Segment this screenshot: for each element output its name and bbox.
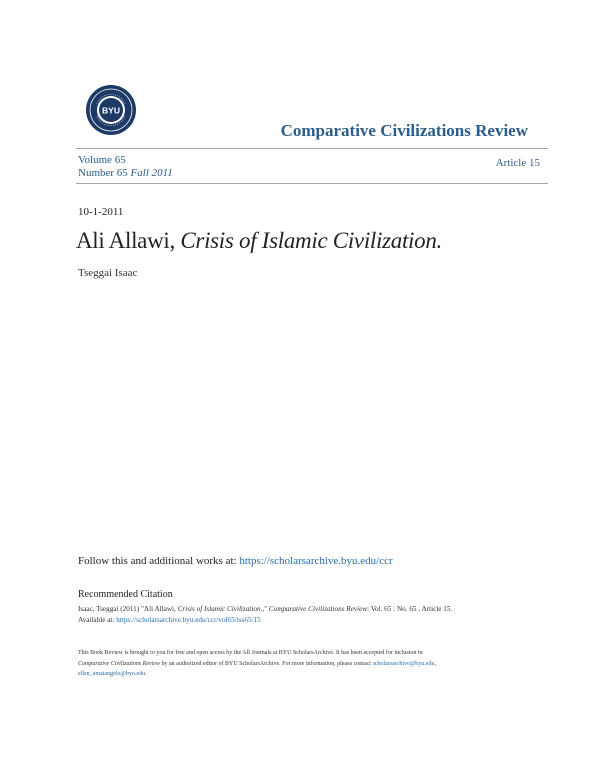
issue-season: Fall 2011 [130, 167, 173, 179]
issue-number: Number 65 [78, 167, 128, 179]
notice-line2-text: by an authorized editor of BYU ScholarsArchive. For more information, please contact [160, 660, 373, 667]
byu-seal-logo [85, 84, 137, 136]
article-link[interactable]: Article 15 [495, 157, 540, 169]
notice-line2-end: , [434, 660, 436, 667]
citation-available-prefix: Available at: [78, 616, 117, 624]
notice-email-link-1[interactable]: scholarsarchive@byu.edu [372, 660, 435, 667]
citation-line-1 [78, 604, 548, 615]
citation-line-2 [78, 615, 548, 626]
citation-part1: Isaac, Tseggai (2011) "Ali Allawi, [78, 605, 178, 613]
issue-link[interactable] [78, 166, 173, 180]
title-italic: Crisis of Islamic Civilization. [180, 228, 442, 253]
journal-title-link[interactable]: Comparative Civilizations Review [280, 121, 528, 140]
citation-text [78, 604, 548, 626]
notice-journal-italic: Comparative Civilizations Review [78, 660, 160, 667]
volume-link[interactable]: Volume 65 [78, 154, 126, 166]
author-name: Tseggai Isaac [78, 267, 138, 279]
seal-text: BYU [102, 105, 120, 116]
publication-date: 10-1-2011 [78, 206, 124, 218]
notice-line-3 [78, 669, 548, 680]
notice-line3-end: . [145, 671, 147, 677]
header-rule-top [76, 148, 548, 149]
citation-title-italic: Crisis of Islamic Civilization. [177, 605, 263, 613]
follow-line [78, 555, 393, 567]
article-title [76, 228, 442, 254]
citation-part2: ," [262, 605, 269, 613]
follow-url-link[interactable]: https://scholarsarchive.byu.edu/ccr [239, 555, 393, 567]
follow-prefix: Follow this and additional works at: [78, 555, 240, 567]
access-notice [78, 648, 548, 680]
header-rule-bottom [76, 183, 548, 184]
recommended-citation-label: Recommended Citation [78, 589, 173, 600]
citation-url-link[interactable]: https://scholarsarchive.byu.edu/ccr/vol65/iss65/15 [116, 616, 261, 624]
notice-line-1: This Book Review is brought to you for free and open access by the All Journals at BYU ScholarsArchive. It has been accepted for inclusion in [78, 650, 423, 656]
citation-journal-italic: Comparative Civilizations Review [268, 605, 368, 613]
notice-line-2 [78, 659, 548, 670]
seal-icon [85, 84, 137, 136]
title-plain: Ali Allawi, [76, 228, 181, 253]
notice-email-link-2[interactable]: ellen_amatangelo@byu.edu [78, 671, 146, 677]
citation-part3: : Vol. 65 : No. 65 , Article 15. [367, 605, 453, 613]
